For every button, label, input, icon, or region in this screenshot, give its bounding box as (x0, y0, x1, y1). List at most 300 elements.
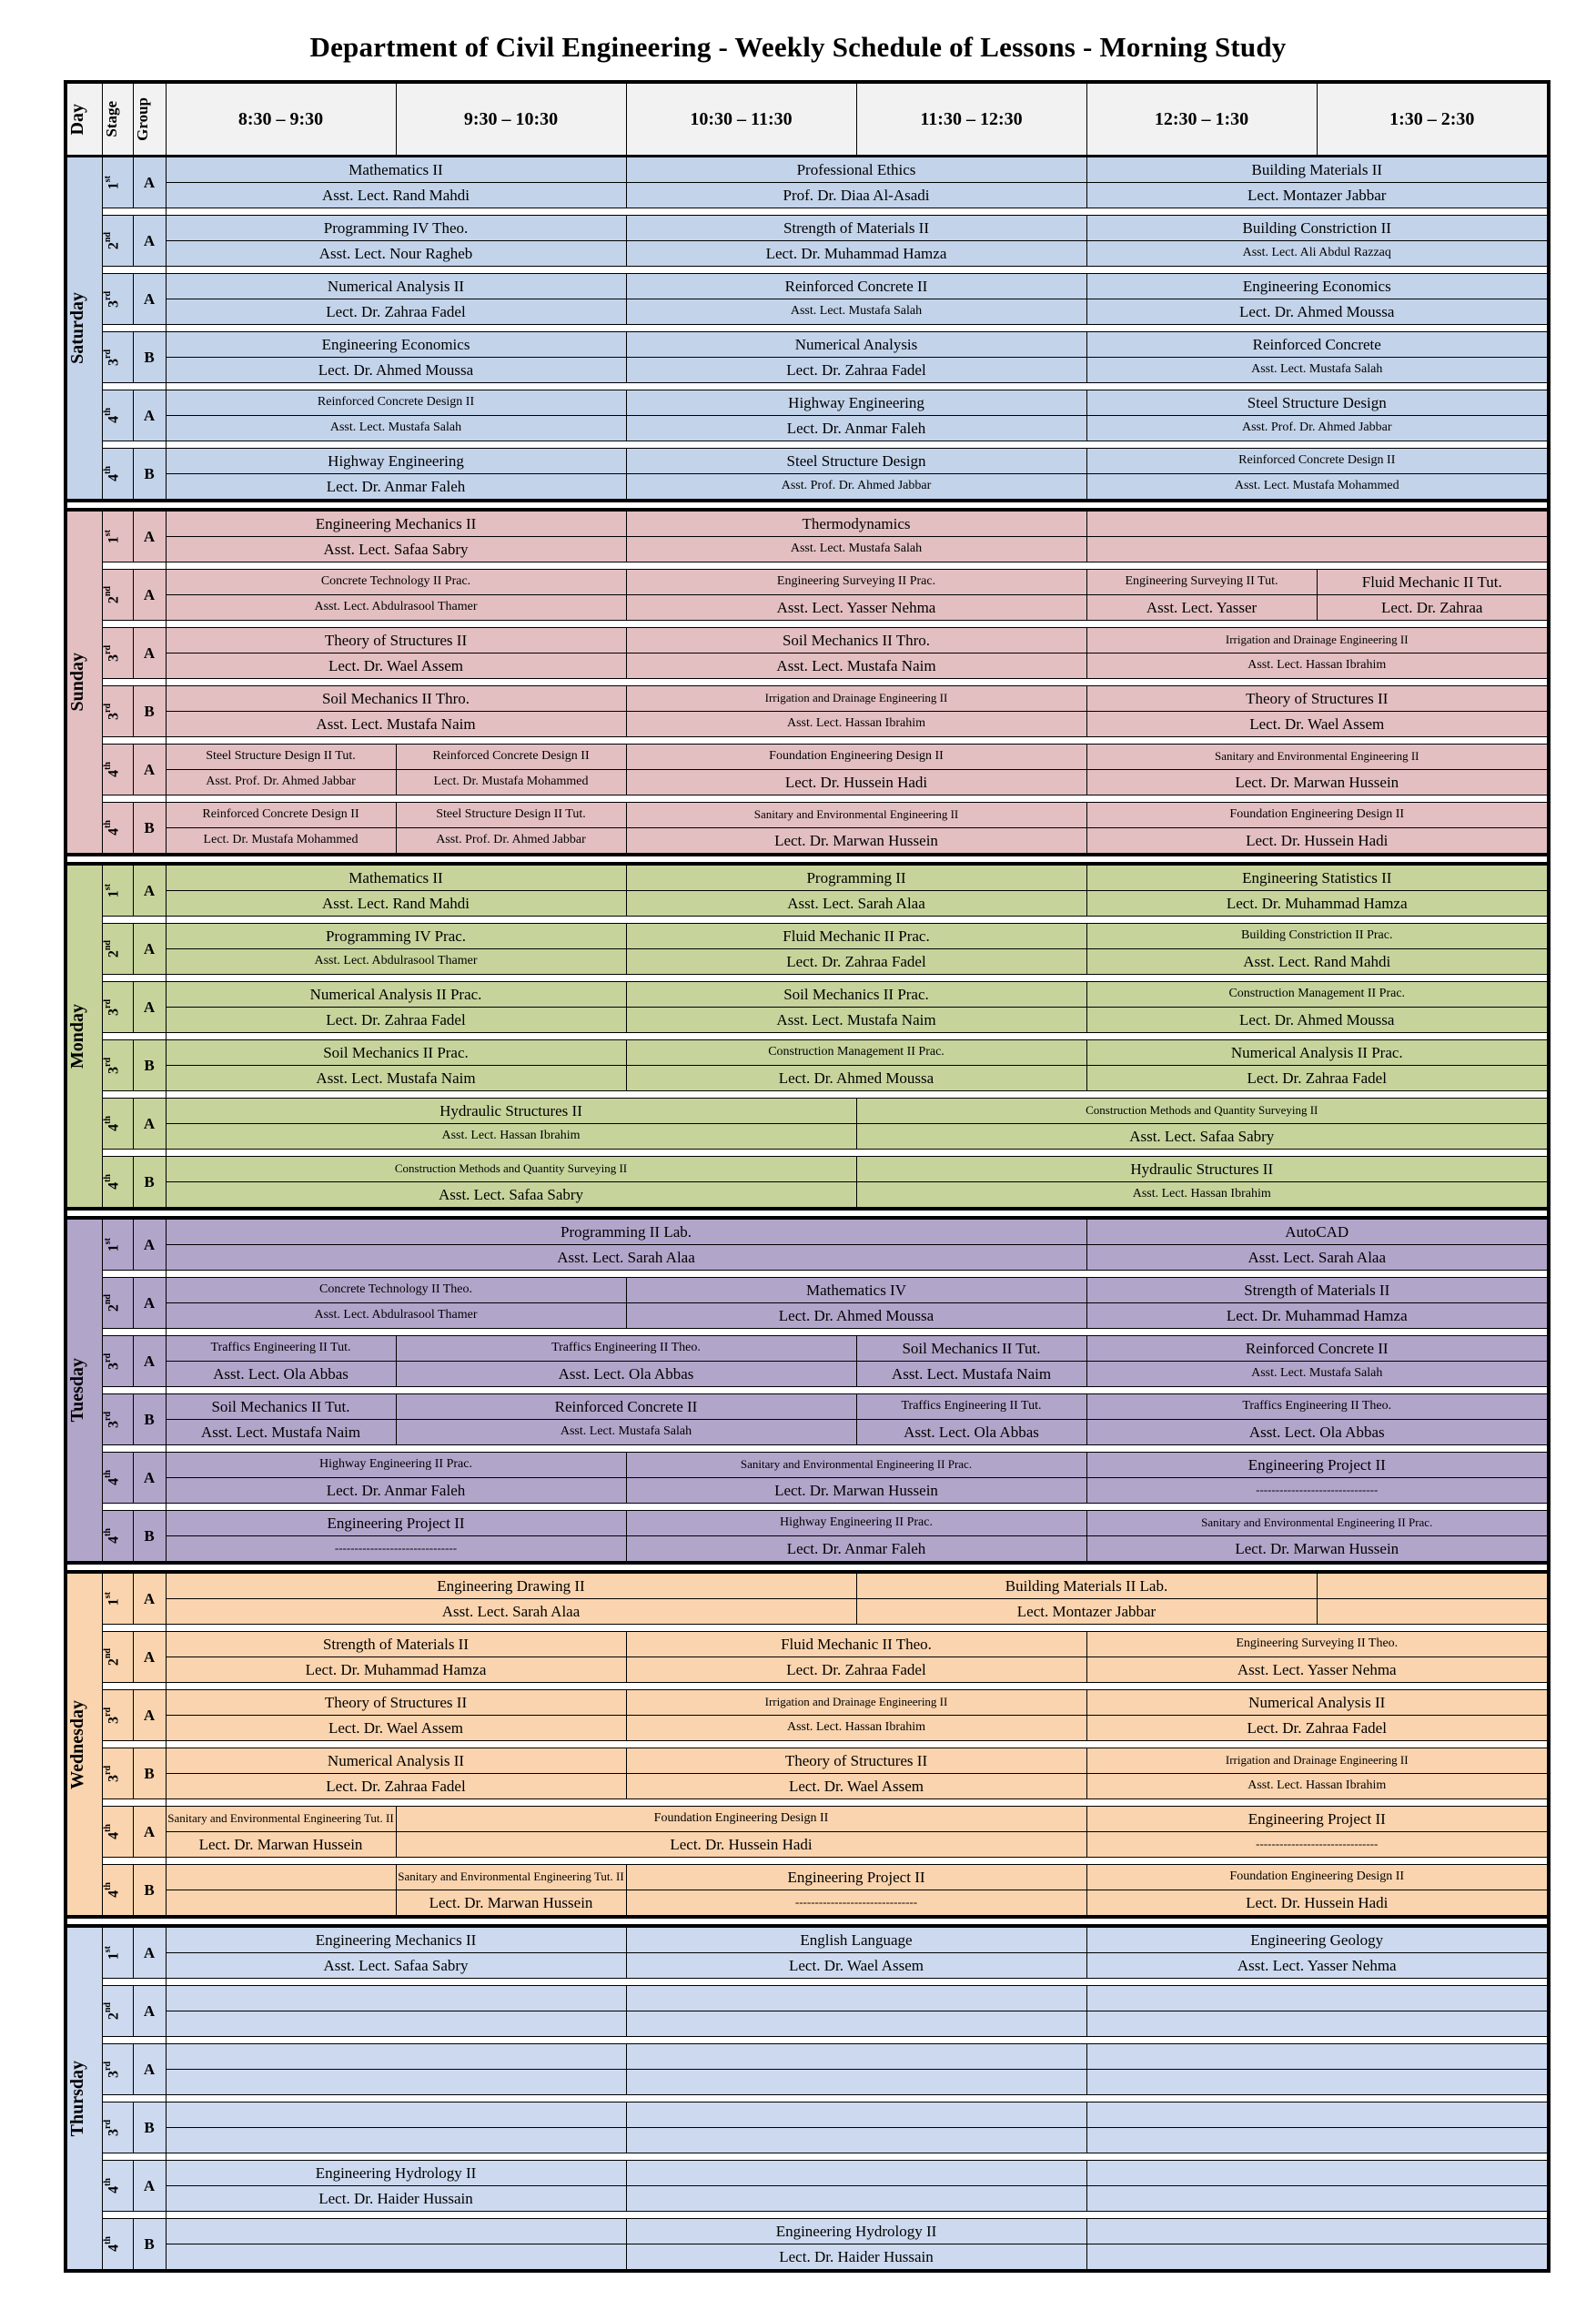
teacher-cell: Lect. Dr. Marwan Hussein (1086, 1536, 1549, 1564)
subject-cell (1086, 2161, 1549, 2186)
stage-label: 3rd (102, 332, 133, 383)
subject-cell: Traffics Engineering II Tut. (166, 1336, 396, 1362)
subject-cell: Soil Mechanics II Prac. (166, 1040, 626, 1066)
subject-cell: Concrete Technology II Theo. (166, 1278, 626, 1303)
teacher-cell: Lect. Montazer Jabbar (856, 1599, 1317, 1625)
teacher-cell: Lect. Dr. Wael Assem (166, 654, 626, 679)
subject-cell: Concrete Technology II Prac. (166, 570, 626, 595)
teacher-cell: Lect. Dr. Wael Assem (626, 1953, 1086, 1979)
teacher-cell (626, 2011, 1086, 2037)
subject-cell: Sanitary and Environmental Engineering II Prac. (626, 1453, 1086, 1478)
subject-cell: Engineering Surveying II Tut. (1086, 570, 1317, 595)
subject-cell: Numerical Analysis II Prac. (166, 982, 626, 1008)
teacher-cell: Asst. Lect. Rand Mahdi (166, 183, 626, 208)
stage-label: 1st (102, 1926, 133, 1979)
stage-label: 2nd (102, 924, 133, 975)
group-label: B (133, 449, 166, 502)
subject-cell (626, 2161, 1086, 2186)
column-header-slot-6: 1:30 – 2:30 (1317, 82, 1549, 157)
group-label: A (133, 2161, 166, 2212)
subject-cell: Construction Methods and Quantity Surveying II (166, 1157, 856, 1182)
table-row (66, 828, 1549, 856)
stage-label: 1st (102, 157, 133, 208)
teacher-cell: Lect. Dr. Zahraa Fadel (166, 1774, 626, 1799)
teacher-cell (166, 2070, 626, 2095)
subject-cell: Engineering Hydrology II (166, 2161, 626, 2186)
subject-cell (626, 2102, 1086, 2128)
teacher-cell: Asst. Lect. Hassan Ibrahim (626, 1716, 1086, 1741)
subject-cell: Numerical Analysis II (1086, 1690, 1549, 1716)
teacher-cell: Asst. Lect. Abdulrasool Thamer (166, 949, 626, 975)
teacher-cell: Asst. Lect. Mustafa Naim (166, 1066, 626, 1091)
subject-cell: Engineering Surveying II Theo. (1086, 1632, 1549, 1657)
column-header-slot-1: 8:30 – 9:30 (166, 82, 396, 157)
day-label-sunday: Sunday (66, 510, 102, 855)
teacher-cell: Asst. Lect. Hassan Ibrahim (1086, 654, 1549, 679)
teacher-cell: Lect. Dr. Wael Assem (1086, 712, 1549, 737)
row-separator (66, 1858, 1549, 1865)
teacher-cell: Asst. Prof. Dr. Ahmed Jabbar (166, 770, 396, 795)
teacher-cell: Asst. Lect. Ola Abbas (166, 1362, 396, 1387)
subject-cell: Hydraulic Structures II (166, 1099, 856, 1124)
table-row (66, 1362, 1549, 1387)
group-label: A (133, 1453, 166, 1504)
day-separator (66, 1563, 1549, 1572)
group-label: A (133, 216, 166, 267)
subject-cell: Foundation Engineering Design II (396, 1807, 1086, 1832)
row-separator (66, 1271, 1549, 1278)
subject-cell (1086, 1986, 1549, 2011)
teacher-cell: Asst. Lect. Hassan Ibrahim (1086, 1774, 1549, 1799)
table-row (66, 2011, 1549, 2037)
subject-cell: Engineering Statistics II (1086, 864, 1549, 891)
teacher-cell (166, 2244, 626, 2272)
group-label: B (133, 803, 166, 856)
table-row (66, 1926, 1549, 1953)
table-row (66, 1599, 1549, 1625)
row-separator (66, 1387, 1549, 1394)
group-label: B (133, 1865, 166, 1918)
group-label: A (133, 745, 166, 795)
table-row (66, 949, 1549, 975)
stage-label: 3rd (102, 1040, 133, 1091)
group-label: B (133, 332, 166, 383)
teacher-cell: Asst. Prof. Dr. Ahmed Jabbar (1086, 416, 1549, 441)
subject-cell: Reinforced Concrete Design II (396, 745, 626, 770)
table-row (66, 1807, 1549, 1832)
stage-label: 3rd (102, 628, 133, 679)
row-separator (66, 325, 1549, 332)
column-header-slot-3: 10:30 – 11:30 (626, 82, 856, 157)
table-row (66, 332, 1549, 358)
table-row (66, 1420, 1549, 1445)
subject-cell: Numerical Analysis II Prac. (1086, 1040, 1549, 1066)
subject-cell: Thermodynamics (626, 510, 1086, 537)
row-separator (66, 795, 1549, 803)
table-row (66, 1218, 1549, 1245)
teacher-cell (626, 2070, 1086, 2095)
teacher-cell (626, 2186, 1086, 2212)
stage-label: 2nd (102, 1986, 133, 2037)
subject-cell: Engineering Mechanics II (166, 1926, 626, 1953)
subject-cell: Building Materials II (1086, 157, 1549, 183)
teacher-cell: Asst. Lect. Ola Abbas (1086, 1420, 1549, 1445)
subject-cell: Theory of Structures II (1086, 686, 1549, 712)
table-row (66, 1066, 1549, 1091)
stage-label: 1st (102, 1218, 133, 1271)
teacher-cell: Lect. Dr. Mustafa Mohammed (396, 770, 626, 795)
teacher-cell: Lect. Dr. Haider Hussain (166, 2186, 626, 2212)
table-row (66, 982, 1549, 1008)
table-row (66, 1986, 1549, 2011)
table-row (66, 1124, 1549, 1150)
stage-label: 2nd (102, 216, 133, 267)
subject-cell: Programming II Lab. (166, 1218, 1086, 1245)
table-row (66, 864, 1549, 891)
subject-cell: Strength of Materials II (166, 1632, 626, 1657)
stage-label: 4th (102, 745, 133, 795)
teacher-cell: Lect. Dr. Marwan Hussein (626, 1478, 1086, 1504)
group-label: B (133, 2219, 166, 2272)
teacher-cell: Lect. Dr. Zahraa Fadel (626, 1657, 1086, 1683)
teacher-cell (1086, 2070, 1549, 2095)
subject-cell: Professional Ethics (626, 157, 1086, 183)
table-row (66, 1953, 1549, 1979)
subject-cell: Reinforced Concrete Design II (166, 390, 626, 416)
stage-label: 4th (102, 1511, 133, 1564)
subject-cell: Theory of Structures II (166, 1690, 626, 1716)
teacher-cell: Lect. Dr. Anmar Faleh (626, 416, 1086, 441)
subject-cell: Engineering Project II (166, 1511, 626, 1536)
teacher-cell: Asst. Lect. Ali Abdul Razzaq (1086, 241, 1549, 267)
table-row (66, 1572, 1549, 1599)
subject-cell: Soil Mechanics II Thro. (166, 686, 626, 712)
row-separator (66, 1150, 1549, 1157)
table-row (66, 1303, 1549, 1329)
subject-cell: Highway Engineering (626, 390, 1086, 416)
stage-label: 1st (102, 510, 133, 562)
group-label: A (133, 864, 166, 917)
subject-cell: Traffics Engineering II Theo. (396, 1336, 856, 1362)
subject-cell: AutoCAD (1086, 1218, 1549, 1245)
subject-cell: Building Materials II Lab. (856, 1572, 1317, 1599)
subject-cell: Highway Engineering II Prac. (626, 1511, 1086, 1536)
row-separator (66, 2212, 1549, 2219)
subject-cell: Soil Mechanics II Tut. (166, 1394, 396, 1420)
subject-cell: Hydraulic Structures II (856, 1157, 1549, 1182)
teacher-cell: Asst. Lect. Mustafa Salah (166, 416, 626, 441)
table-row (66, 1182, 1549, 1210)
table-row (66, 628, 1549, 654)
teacher-cell: Lect. Dr. Hussein Hadi (396, 1832, 1086, 1858)
group-label: A (133, 1218, 166, 1271)
subject-cell: Mathematics IV (626, 1278, 1086, 1303)
teacher-cell: Lect. Dr. Wael Assem (626, 1774, 1086, 1799)
subject-cell: Foundation Engineering Design II (1086, 1865, 1549, 1890)
teacher-cell: Lect. Dr. Wael Assem (166, 1716, 626, 1741)
table-row (66, 712, 1549, 737)
teacher-cell: Lect. Dr. Hussein Hadi (626, 770, 1086, 795)
table-row (66, 157, 1549, 183)
teacher-cell: Asst. Lect. Hassan Ibrahim (166, 1124, 856, 1150)
teacher-cell (626, 2128, 1086, 2153)
teacher-cell: Asst. Lect. Sarah Alaa (166, 1599, 856, 1625)
teacher-cell: Asst. Lect. Mustafa Mohammed (1086, 474, 1549, 502)
stage-label: 4th (102, 1099, 133, 1150)
stage-label: 4th (102, 2161, 133, 2212)
teacher-cell: Asst. Lect. Mustafa Naim (626, 654, 1086, 679)
teacher-cell: Asst. Lect. Sarah Alaa (1086, 1245, 1549, 1271)
row-separator (66, 679, 1549, 686)
page-title: Department of Civil Engineering - Weekly Schedule of Lessons - Morning Study (309, 31, 1287, 63)
subject-cell (166, 1865, 396, 1890)
table-row (66, 1453, 1549, 1478)
subject-cell: Theory of Structures II (626, 1748, 1086, 1774)
teacher-cell: Lect. Dr. Muhammad Hamza (166, 1657, 626, 1683)
stage-label: 2nd (102, 570, 133, 621)
table-row (66, 1657, 1549, 1683)
subject-cell: Traffics Engineering II Tut. (856, 1394, 1086, 1420)
group-label: B (133, 2102, 166, 2153)
table-row (66, 1099, 1549, 1124)
subject-cell: Strength of Materials II (1086, 1278, 1549, 1303)
teacher-cell: Lect. Dr. Ahmed Moussa (626, 1066, 1086, 1091)
subject-cell: Traffics Engineering II Theo. (1086, 1394, 1549, 1420)
table-row (66, 745, 1549, 770)
teacher-cell: Asst. Lect. Mustafa Salah (396, 1420, 856, 1445)
table-row (66, 416, 1549, 441)
subject-cell: Steel Structure Design (626, 449, 1086, 474)
group-label: B (133, 1748, 166, 1799)
teacher-cell: Asst. Lect. Nour Ragheb (166, 241, 626, 267)
stage-label: 4th (102, 390, 133, 441)
table-row (66, 449, 1549, 474)
stage-label: 3rd (102, 2102, 133, 2153)
stage-label: 1st (102, 864, 133, 917)
table-row (66, 2161, 1549, 2186)
teacher-cell: Lect. Dr. Mustafa Mohammed (166, 828, 396, 856)
day-label-thursday: Thursday (66, 1926, 102, 2271)
teacher-cell: Asst. Lect. Mustafa Salah (626, 299, 1086, 325)
row-separator (66, 917, 1549, 924)
table-row (66, 1278, 1549, 1303)
table-row (66, 1040, 1549, 1066)
column-header-slot-2: 9:30 – 10:30 (396, 82, 626, 157)
group-label: B (133, 1511, 166, 1564)
teacher-cell: Asst. Lect. Sarah Alaa (166, 1245, 1086, 1271)
table-row (66, 2186, 1549, 2212)
group-label: A (133, 628, 166, 679)
group-label: A (133, 1690, 166, 1741)
teacher-cell (166, 2128, 626, 2153)
row-separator (66, 621, 1549, 628)
teacher-cell: Lect. Dr. Zahraa Fadel (166, 1008, 626, 1033)
stage-label: 4th (102, 803, 133, 856)
subject-cell: Numerical Analysis II (166, 1748, 626, 1774)
table-row (66, 570, 1549, 595)
teacher-cell: Lect. Dr. Haider Hussain (626, 2244, 1086, 2272)
subject-cell: Engineering Surveying II Prac. (626, 570, 1086, 595)
teacher-cell: Lect. Dr. Ahmed Moussa (626, 1303, 1086, 1329)
subject-cell: Construction Management II Prac. (1086, 982, 1549, 1008)
subject-cell: Highway Engineering (166, 449, 626, 474)
table-row (66, 1336, 1549, 1362)
subject-cell: Irrigation and Drainage Engineering II (1086, 628, 1549, 654)
teacher-cell: Lect. Dr. Zahraa Fadel (1086, 1716, 1549, 1741)
teacher-cell: Asst. Lect. Sarah Alaa (626, 891, 1086, 917)
table-row (66, 1716, 1549, 1741)
teacher-cell: Lect. Dr. Anmar Faleh (166, 474, 626, 502)
teacher-cell: Asst. Lect. Mustafa Salah (626, 537, 1086, 562)
teacher-cell (1086, 2128, 1549, 2153)
weekly-schedule-table (64, 80, 1551, 2273)
teacher-cell: Lect. Dr. Zahraa (1317, 595, 1549, 621)
subject-cell: Engineering Geology (1086, 1926, 1549, 1953)
table-row (66, 686, 1549, 712)
stage-label: 3rd (102, 1336, 133, 1387)
subject-cell (166, 1986, 626, 2011)
group-label: B (133, 1394, 166, 1445)
table-row (66, 537, 1549, 562)
teacher-cell: Asst. Lect. Mustafa Salah (1086, 358, 1549, 383)
teacher-cell (1086, 2011, 1549, 2037)
teacher-cell: Asst. Lect. Safaa Sabry (166, 537, 626, 562)
teacher-cell: Asst. Lect. Abdulrasool Thamer (166, 595, 626, 621)
subject-cell: Numerical Analysis II (166, 274, 626, 299)
table-row (66, 510, 1549, 537)
table-row (66, 2102, 1549, 2128)
teacher-cell: Asst. Lect. Yasser Nehma (626, 595, 1086, 621)
subject-cell: Reinforced Concrete (1086, 332, 1549, 358)
stage-label: 1st (102, 1572, 133, 1625)
subject-cell (626, 2044, 1086, 2070)
teacher-cell: Lect. Dr. Anmar Faleh (626, 1536, 1086, 1564)
subject-cell: Engineering Economics (166, 332, 626, 358)
day-label-monday: Monday (66, 864, 102, 1209)
stage-label: 3rd (102, 1690, 133, 1741)
teacher-cell: Lect. Dr. Muhammad Hamza (1086, 891, 1549, 917)
table-row (66, 2044, 1549, 2070)
table-row (66, 358, 1549, 383)
subject-cell: Sanitary and Environmental Engineering II Prac. (1086, 1511, 1549, 1536)
table-row (66, 1774, 1549, 1799)
subject-cell (1086, 510, 1549, 537)
subject-cell: Steel Structure Design II Tut. (396, 803, 626, 828)
subject-cell: Numerical Analysis (626, 332, 1086, 358)
table-row (66, 1008, 1549, 1033)
subject-cell: Building Constriction II (1086, 216, 1549, 241)
table-row (66, 1632, 1549, 1657)
table-row (66, 1536, 1549, 1564)
teacher-cell: Lect. Dr. Hussein Hadi (1086, 828, 1549, 856)
subject-cell: English Language (626, 1926, 1086, 1953)
subject-cell: Steel Structure Design II Tut. (166, 745, 396, 770)
table-row (66, 274, 1549, 299)
day-label-tuesday: Tuesday (66, 1218, 102, 1563)
group-label: A (133, 570, 166, 621)
subject-cell (166, 2219, 626, 2244)
table-row (66, 2244, 1549, 2272)
subject-cell: Reinforced Concrete II (1086, 1336, 1549, 1362)
teacher-cell: Asst. Prof. Dr. Ahmed Jabbar (396, 828, 626, 856)
subject-cell: Soil Mechanics II Thro. (626, 628, 1086, 654)
table-row (66, 183, 1549, 208)
subject-cell: Sanitary and Environmental Engineering Tut. II (396, 1865, 626, 1890)
teacher-cell: Asst. Lect. Rand Mahdi (166, 891, 626, 917)
teacher-cell (1086, 537, 1549, 562)
table-row (66, 1157, 1549, 1182)
table-header-row (66, 82, 1549, 157)
row-separator (66, 975, 1549, 982)
group-label: A (133, 982, 166, 1033)
teacher-cell: Asst. Lect. Mustafa Naim (856, 1362, 1086, 1387)
row-separator (66, 441, 1549, 449)
teacher-cell (1086, 2244, 1549, 2272)
subject-cell: Highway Engineering II Prac. (166, 1453, 626, 1478)
subject-cell (1086, 2102, 1549, 2128)
group-label: A (133, 1278, 166, 1329)
teacher-cell: Lect. Dr. Ahmed Moussa (1086, 299, 1549, 325)
day-separator (66, 501, 1549, 510)
teacher-cell: Asst. Lect. Mustafa Naim (166, 1420, 396, 1445)
group-label: A (133, 1986, 166, 2037)
teacher-cell: Lect. Dr. Marwan Hussein (1086, 770, 1549, 795)
teacher-cell: Asst. Lect. Safaa Sabry (856, 1124, 1549, 1150)
subject-cell: Fluid Mechanic II Tut. (1317, 570, 1549, 595)
teacher-cell (166, 1890, 396, 1918)
teacher-cell: ------------------------------- (1086, 1832, 1549, 1858)
table-row (66, 2128, 1549, 2153)
table-row (66, 1511, 1549, 1536)
teacher-cell: Asst. Lect. Mustafa Naim (166, 712, 626, 737)
table-row (66, 1890, 1549, 1918)
teacher-cell (1317, 1599, 1549, 1625)
column-header-day: Day (66, 82, 102, 157)
teacher-cell: Lect. Dr. Marwan Hussein (396, 1890, 626, 1918)
teacher-cell: Lect. Dr. Marwan Hussein (626, 828, 1086, 856)
table-row (66, 770, 1549, 795)
table-row (66, 1394, 1549, 1420)
subject-cell: Engineering Mechanics II (166, 510, 626, 537)
subject-cell (166, 2102, 626, 2128)
table-row (66, 2070, 1549, 2095)
subject-cell (626, 1986, 1086, 2011)
subject-cell: Building Constriction II Prac. (1086, 924, 1549, 949)
teacher-cell: Prof. Dr. Diaa Al-Asadi (626, 183, 1086, 208)
group-label: A (133, 924, 166, 975)
subject-cell: Construction Methods and Quantity Surveying II (856, 1099, 1549, 1124)
stage-label: 4th (102, 1453, 133, 1504)
teacher-cell: Asst. Lect. Safaa Sabry (166, 1182, 856, 1210)
stage-label: 3rd (102, 1748, 133, 1799)
subject-cell: Reinforced Concrete II (396, 1394, 856, 1420)
teacher-cell: Asst. Lect. Abdulrasool Thamer (166, 1303, 626, 1329)
group-label: A (133, 1572, 166, 1625)
teacher-cell: ------------------------------- (166, 1536, 626, 1564)
stage-label: 3rd (102, 274, 133, 325)
group-label: A (133, 1632, 166, 1683)
teacher-cell: Asst. Lect. Safaa Sabry (166, 1953, 626, 1979)
row-separator (66, 1091, 1549, 1099)
group-label: B (133, 1040, 166, 1091)
group-label: B (133, 686, 166, 737)
day-label-saturday: Saturday (66, 157, 102, 502)
table-row (66, 891, 1549, 917)
subject-cell: Engineering Drawing II (166, 1572, 856, 1599)
table-row (66, 595, 1549, 621)
subject-cell (166, 2044, 626, 2070)
teacher-cell: Lect. Dr. Zahraa Fadel (166, 299, 626, 325)
